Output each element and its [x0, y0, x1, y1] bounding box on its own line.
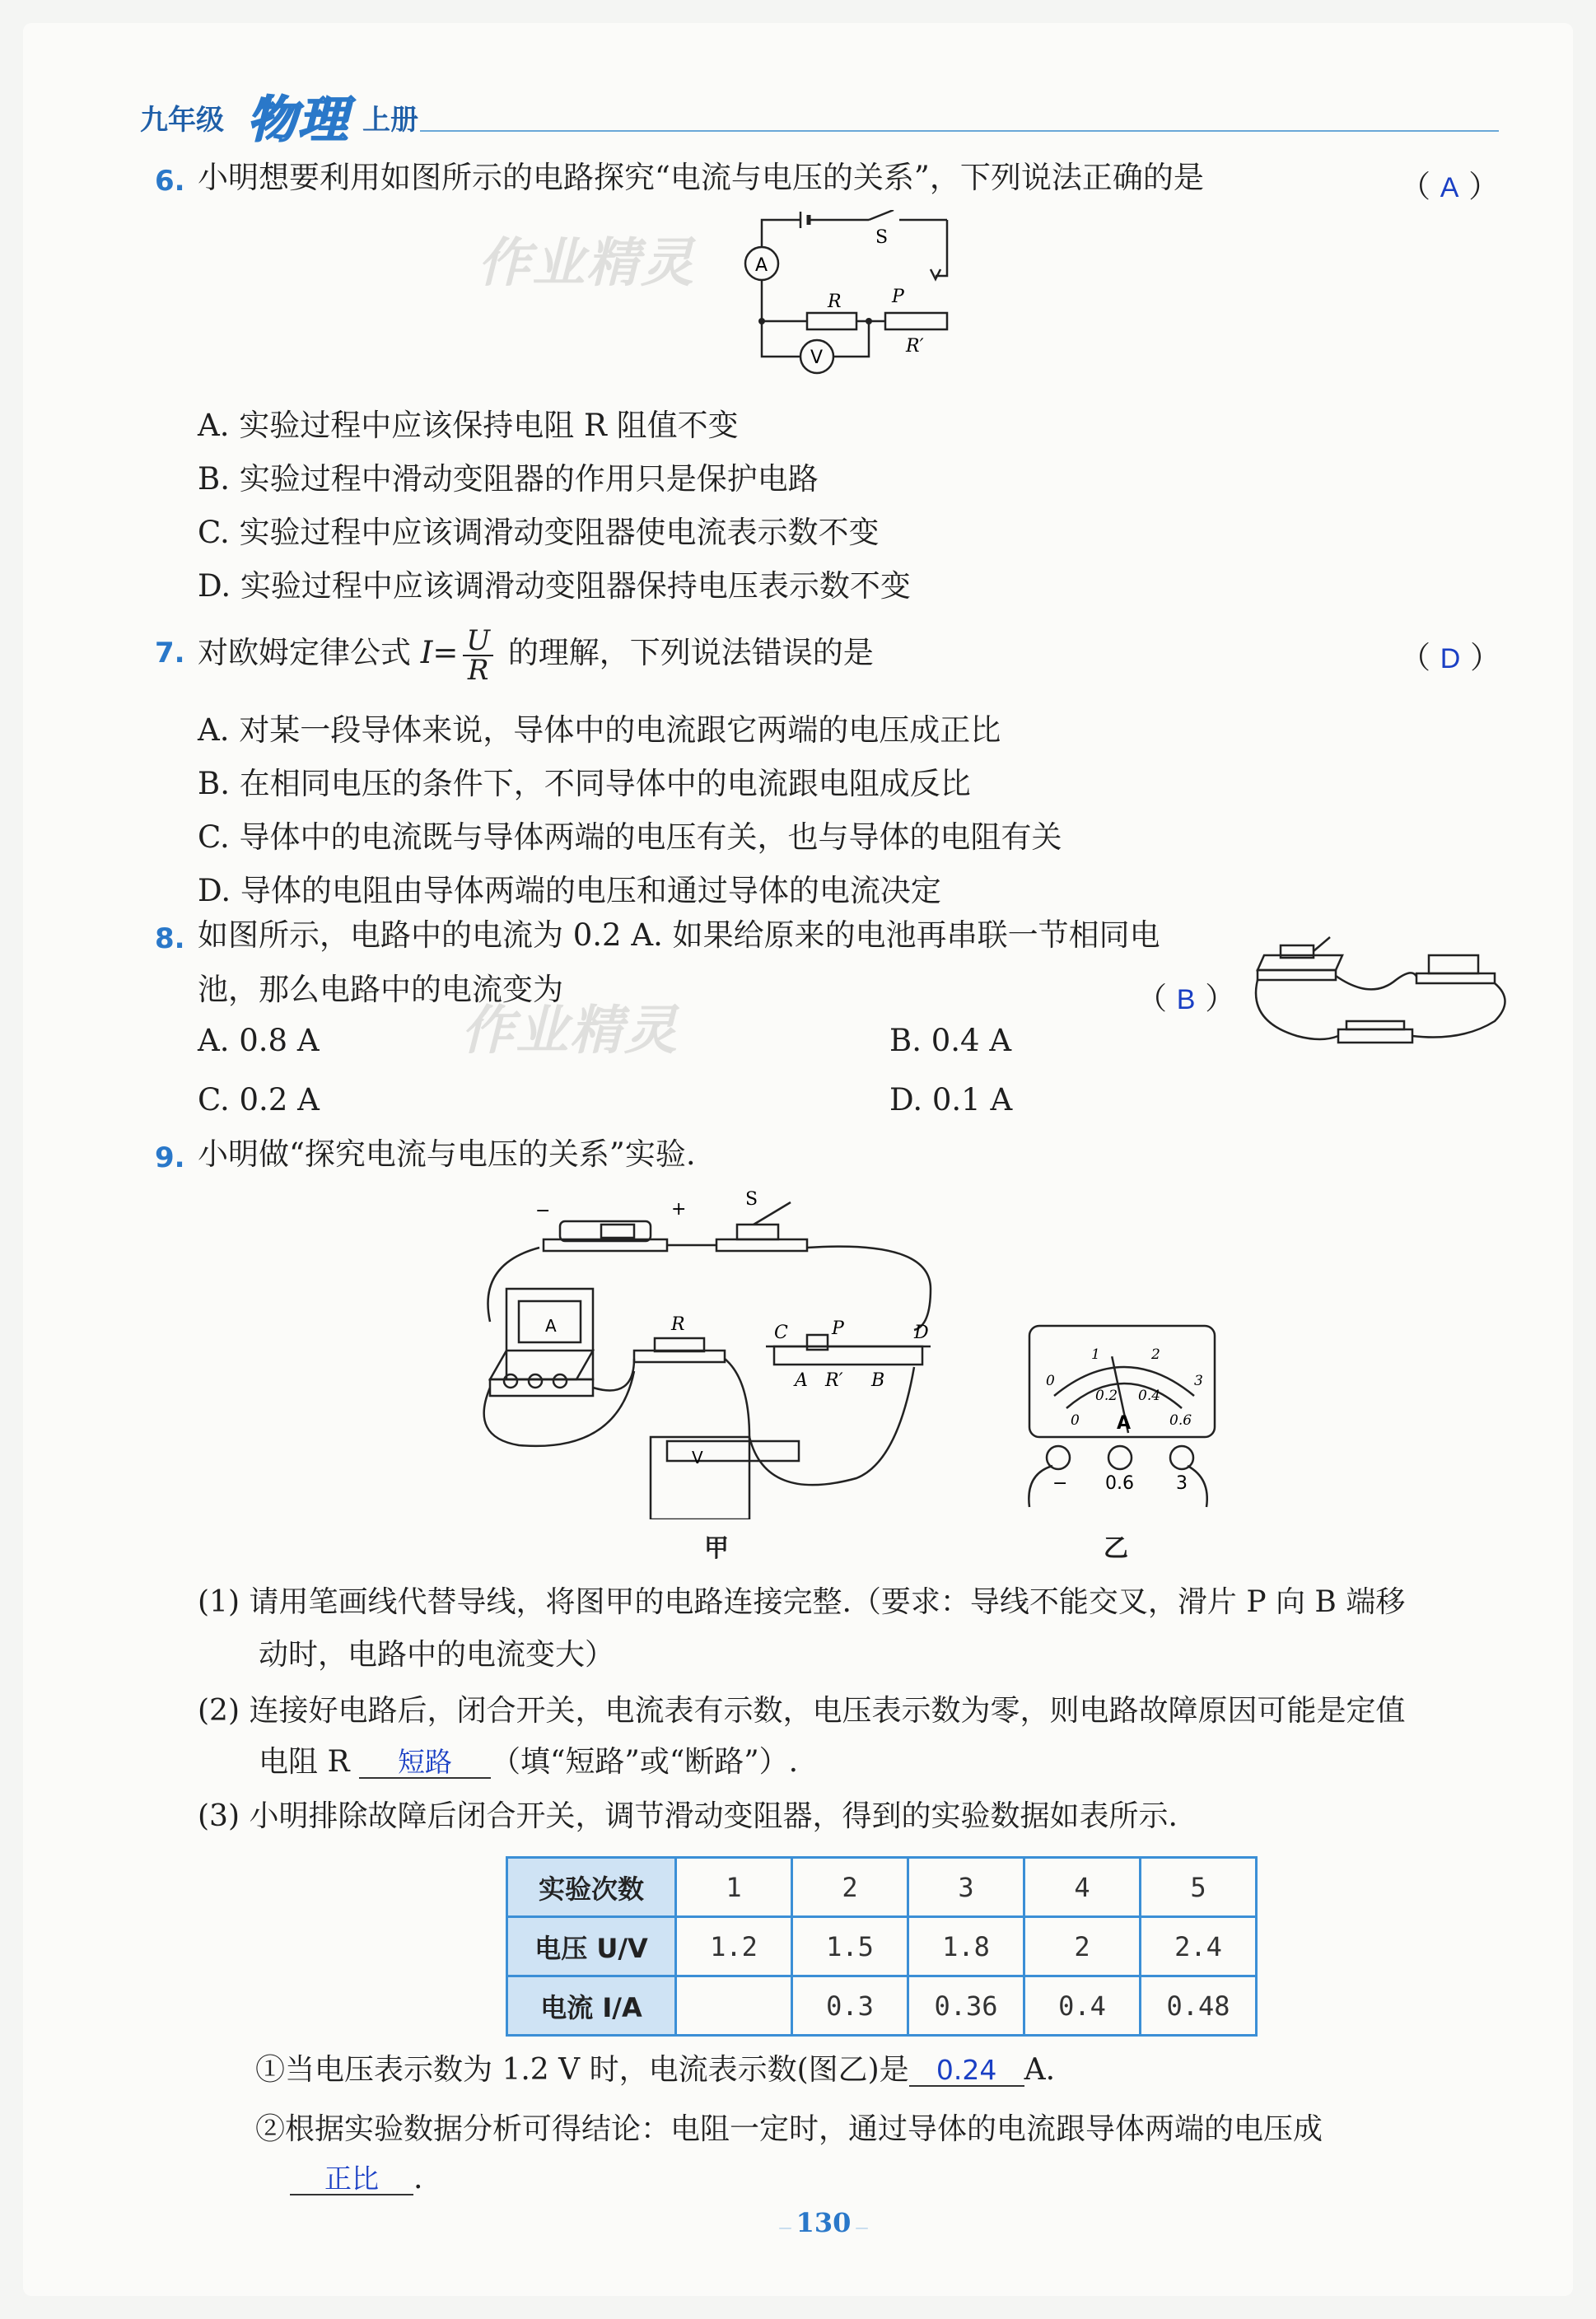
page-number: 130 [796, 2207, 852, 2238]
rheostat-label: R′ [906, 336, 924, 357]
table-cell: 3 [908, 1858, 1024, 1917]
sub2-line2 [290, 2163, 422, 2195]
table-cell: 1.8 [908, 1917, 1024, 1976]
question-text: 小明做“探究电流与电压的关系”实验. [198, 1136, 696, 1172]
option-c: C. 导体中的电流既与导体两端的电压有关，也与导体的电阻有关 [198, 819, 1062, 855]
table-cell: 2.4 [1141, 1917, 1257, 1976]
table-cell [676, 1976, 792, 2036]
scale-top-2: 2 [1151, 1346, 1160, 1363]
part2-line1: (2) 连接好电路后，闭合开关，电流表有示数，电压表示数为零，则电路故障原因可能是定值 [198, 1694, 1406, 1728]
option-a: A. 对某一段导体来说，导体中的电流跟它两端的电压成正比 [198, 712, 1001, 748]
question-text-line1: 如图所示，电路中的电流为 0.2 A. 如果给原来的电池再串联一节相同电 [198, 917, 1160, 953]
answer-bracket: （ D ） [1400, 640, 1501, 675]
ammeter-label: A [755, 255, 768, 276]
part1-line1: (1) 请用笔画线代替导线，将图甲的电路连接完整.（要求：导线不能交叉，滑片 P 向 B 端移 [198, 1585, 1406, 1619]
question-text-after: 的理解，下列说法错误的是 [507, 635, 874, 670]
question-text-line2: 池，那么电路中的电流变为 [198, 972, 563, 1007]
table-cell: 1 [676, 1858, 792, 1917]
part1-line2: 动时，电路中的电流变大） [259, 1638, 615, 1672]
terminal-3: 3 [1176, 1473, 1188, 1494]
table-cell: 1.5 [792, 1917, 908, 1976]
table-row [507, 1858, 1257, 1917]
answer: A [1440, 172, 1459, 203]
table-cell: 5 [1141, 1858, 1257, 1917]
scale-top-0: 0 [1046, 1373, 1055, 1389]
terminal-b-label: B [871, 1370, 885, 1391]
battery-lamp-figure [1248, 922, 1519, 1062]
header-grade: 九年级 [140, 104, 224, 137]
option-b: B. 0.4 A [889, 1023, 1012, 1058]
voltmeter-label: V [810, 348, 824, 368]
answer-bracket: （ A ） [1400, 169, 1500, 204]
sub1-line [255, 2054, 1055, 2087]
option-a: A. 实验过程中应该保持电阻 R 阻值不变 [198, 408, 739, 443]
table-cell: 2 [792, 1858, 908, 1917]
resistor-label: R [828, 292, 842, 312]
table-cell: 2 [1024, 1917, 1141, 1976]
table-cell: 0.36 [908, 1976, 1024, 2036]
option-d: D. 导体的电阻由导体两端的电压和通过导体的电流决定 [198, 873, 941, 908]
sub1-answer: 0.24 [909, 2055, 1024, 2087]
scale-bottom-1: 0.2 [1095, 1388, 1118, 1404]
table-cell: 4 [1024, 1858, 1141, 1917]
switch-label: S [875, 227, 889, 248]
formula-denominator: R [467, 653, 489, 687]
terminal-c-label: C [774, 1323, 788, 1343]
slider-label: P [892, 287, 904, 307]
formula-numerator: U [463, 627, 493, 656]
header-rule [420, 130, 1499, 132]
option-d: D. 0.1 A [889, 1082, 1013, 1118]
sub2-line1: ②根据实验数据分析可得结论：电阻一定时，通过导体的电流跟导体两端的电压成 [255, 2112, 1323, 2146]
answer: D [1440, 643, 1461, 674]
scale-top-3: 3 [1194, 1373, 1203, 1389]
option-d: D. 实验过程中应该调滑动变阻器保持电压表示数不变 [198, 568, 911, 604]
table-cell: 0.4 [1024, 1976, 1141, 2036]
data-table [506, 1856, 1258, 2037]
battery-minus-label: − [535, 1201, 551, 1221]
resistor-label: R [671, 1314, 685, 1335]
part2-line2 [259, 1746, 798, 1779]
sub1-pre: ①当电压表示数为 1.2 V 时，电流表示数(图乙)是 [255, 2053, 909, 2087]
option-b: B. 实验过程中滑动变阻器的作用只是保护电路 [198, 461, 819, 497]
sub2-answer: 正比 [290, 2164, 413, 2195]
table-cell: 1.2 [676, 1917, 792, 1976]
question-number: 8. [155, 922, 185, 955]
experiment-figure-jia [469, 1190, 964, 1519]
table-row-header: 实验次数 [507, 1858, 676, 1917]
terminal-d-label: D [914, 1323, 929, 1343]
question-number: 9. [155, 1141, 185, 1174]
part2-answer: 短路 [359, 1747, 491, 1779]
table-row-header: 电压 U/V [507, 1917, 676, 1976]
question-text-before: 对欧姆定律公式 [198, 635, 411, 670]
terminal-06: 0.6 [1105, 1473, 1134, 1494]
terminal-minus: − [1052, 1473, 1068, 1494]
option-b: B. 在相同电压的条件下，不同导体中的电流跟电阻成反比 [198, 766, 971, 801]
voltmeter-label: V [692, 1448, 703, 1467]
table-row-header: 电流 I/A [507, 1976, 676, 2036]
scale-bottom-2: 0.4 [1138, 1388, 1161, 1404]
ammeter-label: A [545, 1316, 557, 1336]
battery-plus-label: + [671, 1199, 687, 1220]
scale-bottom-3: 0.6 [1169, 1412, 1192, 1429]
question-number: 6. [155, 165, 185, 198]
option-a: A. 0.8 A [198, 1023, 320, 1058]
table-row [507, 1976, 1257, 2036]
option-c: C. 0.2 A [198, 1082, 320, 1118]
page-number-wrap [741, 2207, 906, 2238]
terminal-a-label: A [795, 1370, 808, 1391]
page-number-dash-left: — [778, 2219, 792, 2235]
answer: B [1176, 984, 1196, 1015]
rheostat-label: R′ [825, 1370, 843, 1391]
sub1-post: A. [1024, 2053, 1056, 2087]
table-cell: 0.3 [792, 1976, 908, 2036]
question-text [198, 616, 874, 690]
formula-lhs: I= [420, 635, 459, 670]
watermark: 作业精灵 [461, 1001, 679, 1062]
scale-bottom-0: 0 [1071, 1412, 1080, 1429]
question-number: 7. [155, 637, 185, 670]
part3-line: (3) 小明排除故障后闭合开关，调节滑动变阻器，得到的实验数据如表所示. [198, 1799, 1178, 1833]
figure-caption-yi: 乙 [1104, 1534, 1128, 1563]
formula-fraction [463, 623, 493, 687]
question-text: 小明想要利用如图所示的电路探究“电流与电压的关系”，下列说法正确的是 [198, 160, 1204, 195]
answer-bracket: （ B ） [1136, 981, 1236, 1016]
header-volume: 上册 [362, 104, 418, 137]
header-subject: 物理 [247, 91, 349, 149]
circuit-diagram [725, 210, 972, 387]
scale-top-1: 1 [1091, 1346, 1100, 1363]
watermark: 作业精灵 [478, 233, 695, 294]
switch-label: S [745, 1190, 758, 1210]
table-row [507, 1917, 1257, 1976]
table-cell: 0.48 [1141, 1976, 1257, 2036]
option-c: C. 实验过程中应该调滑动变阻器使电流表示数不变 [198, 515, 880, 550]
ammeter-dial-figure [1013, 1318, 1227, 1515]
sub2-post: . [413, 2162, 423, 2195]
part2-post: （填“短路”或“断路”）. [491, 1745, 799, 1779]
slider-p-label: P [832, 1318, 844, 1339]
page-number-dash-right: — [855, 2219, 869, 2235]
meter-unit: A [1117, 1413, 1132, 1434]
part2-pre: 电阻 R [259, 1745, 350, 1779]
figure-caption-jia: 甲 [704, 1534, 729, 1563]
